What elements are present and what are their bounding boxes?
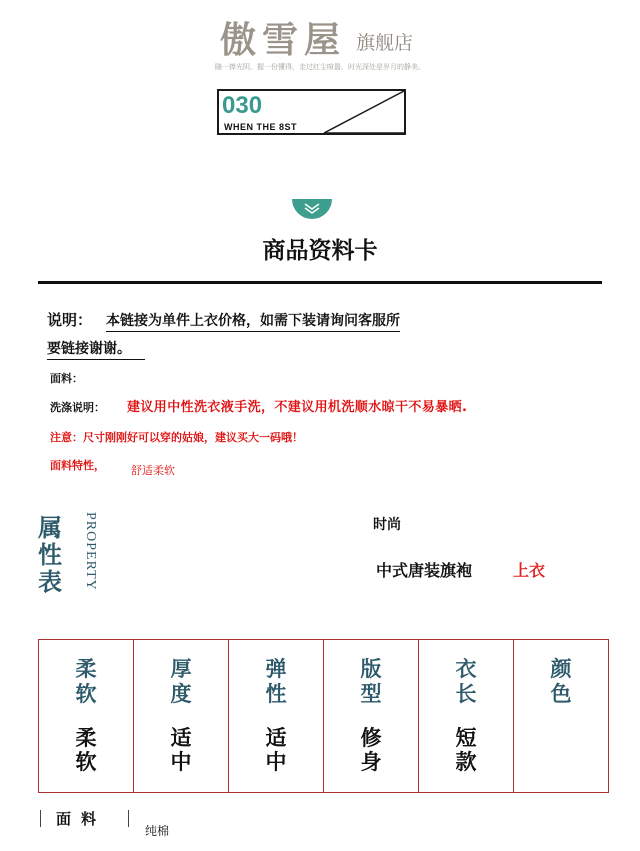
property-value: 适 中 bbox=[265, 725, 287, 774]
property-title-en: PROPERTY bbox=[83, 512, 98, 591]
property-head: 弹 性 bbox=[265, 656, 287, 706]
material-divider-right bbox=[128, 810, 129, 827]
explain-label: 说明： bbox=[47, 311, 93, 329]
wash-label: 洗涤说明： bbox=[50, 401, 105, 414]
property-column bbox=[229, 640, 324, 792]
brand-logo: 傲雪屋 bbox=[220, 19, 347, 61]
material-divider-left bbox=[40, 810, 41, 827]
title-divider bbox=[38, 281, 602, 284]
wash-instructions: 建议用中性洗衣液手洗，不建议用机洗顺水晾干不易暴晒. bbox=[127, 400, 468, 415]
feature-label: 面料特性， bbox=[50, 459, 105, 472]
tag-number: 030 bbox=[222, 92, 263, 119]
store-suffix: 旗舰店 bbox=[356, 32, 414, 54]
property-head: 衣 长 bbox=[455, 656, 477, 706]
property-value: 修 身 bbox=[360, 725, 382, 774]
property-head: 柔 软 bbox=[75, 656, 97, 706]
material-label: 面料 bbox=[56, 810, 107, 828]
product-name: 中式唐装旗袍 bbox=[376, 561, 473, 580]
property-column bbox=[514, 640, 608, 792]
explain-line-1: 本链接为单件上衣价格，如需下装请询问客服所 bbox=[106, 310, 400, 332]
property-column bbox=[324, 640, 419, 792]
property-head: 版 型 bbox=[360, 656, 382, 706]
property-column bbox=[134, 640, 229, 792]
fabric-label: 面料： bbox=[50, 372, 83, 385]
explain-line-2: 要链接谢谢。 bbox=[47, 338, 145, 360]
product-name-accent: 上衣 bbox=[513, 561, 546, 580]
property-table bbox=[38, 639, 609, 793]
property-column bbox=[39, 640, 134, 792]
property-value: 柔 软 bbox=[75, 725, 97, 774]
property-head: 颜 色 bbox=[550, 656, 572, 706]
size-notice: 注意：尺寸刚刚好可以穿的姑娘，建议买大一码哦！ bbox=[50, 431, 303, 444]
style-value: 时尚 bbox=[373, 517, 401, 533]
tag-caption: WHEN THE 8ST bbox=[224, 122, 298, 132]
property-head: 厚 度 bbox=[170, 656, 192, 706]
property-column bbox=[419, 640, 514, 792]
property-value: 短 款 bbox=[455, 725, 477, 774]
card-title: 商品资料卡 bbox=[262, 238, 378, 264]
property-value: 适 中 bbox=[170, 725, 192, 774]
property-title-cn: 属 性 表 bbox=[38, 513, 62, 596]
material-value: 纯棉 bbox=[145, 824, 170, 838]
feature-value: 舒适柔软 bbox=[131, 464, 175, 477]
chevron-down-icon bbox=[302, 202, 322, 214]
brand-slogan: 随一捧光阴，握一份懂得，走过红尘喧嚣，时光深处是岁月的静美。 bbox=[215, 63, 425, 71]
